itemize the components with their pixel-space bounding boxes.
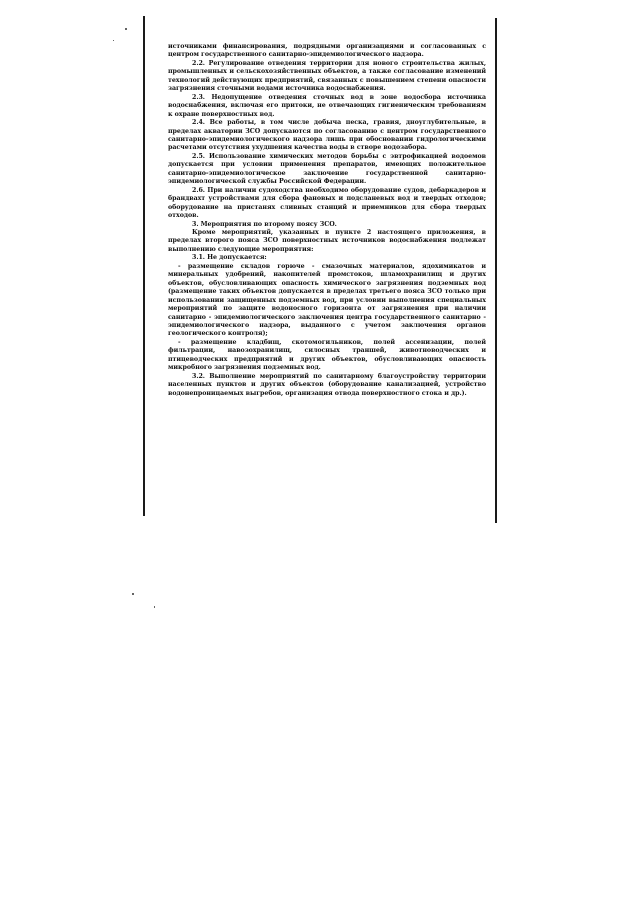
paragraph-intro-continuation: источниками финансирования, подрядными организациями и согласованных с центром государственного санитарно-эпидемиологического надзора. — [168, 43, 486, 59]
list-item-cemeteries: - размещение кладбищ, скотомогильников, полей ассенизации, полей фильтрации, навозохранилищ, силосных траншей, животноводческих и птицеводческих предприятий и других объектов, обусловливающих опасность микробного загрязнения подземных вод. — [168, 338, 486, 372]
paragraph-3-intro: Кроме мероприятий, указанных в пункте 2 настоящего приложения, в пределах второго пояса ЗСО поверхностных источников водоснабжения подлежат выполнению следующие мероприятия: — [168, 228, 486, 253]
scan-speck — [125, 28, 127, 30]
scan-speck — [113, 40, 114, 41]
scan-speck — [154, 606, 155, 608]
scan-border-right — [495, 18, 497, 523]
paragraph-2-4: 2.4. Все работы, в том числе добыча песка, гравия, дноуглубительные, в пределах акватории ЗСО допускаются по согласованию с центром государственного санитарно-эпидемиологического надзора лишь при обосновании гидрологическими расчетами отсутствия ухудшения качества воды в створе водозабора. — [168, 119, 486, 152]
paragraph-2-5: 2.5. Использование химических методов борьбы с эвтрофикацией водоемов допускается при условии применения препаратов, имеющих положительное санитарно-эпидемиологическое заключение государственной санитарно-эпидемиологической службы Российской Федерации. — [168, 152, 486, 186]
paragraph-2-3: 2.3. Недопущение отведения сточных вод в зоне водосбора источника водоснабжения, включая его притоки, не отвечающих гигиеническим требованиям к охране поверхностных вод. — [168, 93, 486, 118]
scan-speck — [132, 593, 134, 595]
paragraph-3-1: 3.1. Не допускается: — [192, 254, 267, 262]
paragraph-3-2: 3.2. Выполнение мероприятий по санитарному благоустройству территории населенных пунктов и других объектов (оборудование канализацией, устройство водонепроницаемых выгребов, организация отвода поверхностного стока и др.). — [168, 372, 486, 397]
paragraph-2-2: 2.2. Регулирование отведения территории для нового строительства жилых, промышленных и сельскохозяйственных объектов, а также согласование изменений технологий действующих предприятий, связанных с повышением степени опасности загрязнения сточными водами источника водоснабжения. — [168, 59, 486, 93]
section-3-heading: 3. Мероприятия по второму поясу ЗСО. — [192, 220, 337, 228]
paragraph-2-6: 2.6. При наличии судоходства необходимо оборудование судов, дебаркадеров и брандвахт устройствами для сбора фановых и подсланевых вод и твердых отходов; оборудование на пристанях сливных станций и приемников для сбора твердых отходов. — [168, 186, 486, 220]
list-item-storage: - размещение складов горюче - смазочных материалов, ядохимикатов и минеральных удобрений, накопителей промстоков, шламохранилищ и других объектов, обусловливающих опасность химического загрязнения подземных вод (размещение таких объектов допускается в пределах третьего пояса ЗСО только при использовании защищенных подземных вод, при условии выполнения специальных мероприятий по защите водоносного горизонта от загрязнения при наличии санитарно - эпидемиологического заключения центра государственного санитарно - эпидемиологического надзора, выданного с учетом заключения органов геологического контроля); — [168, 262, 486, 338]
document-body — [168, 43, 486, 398]
scan-border-left — [143, 16, 145, 516]
